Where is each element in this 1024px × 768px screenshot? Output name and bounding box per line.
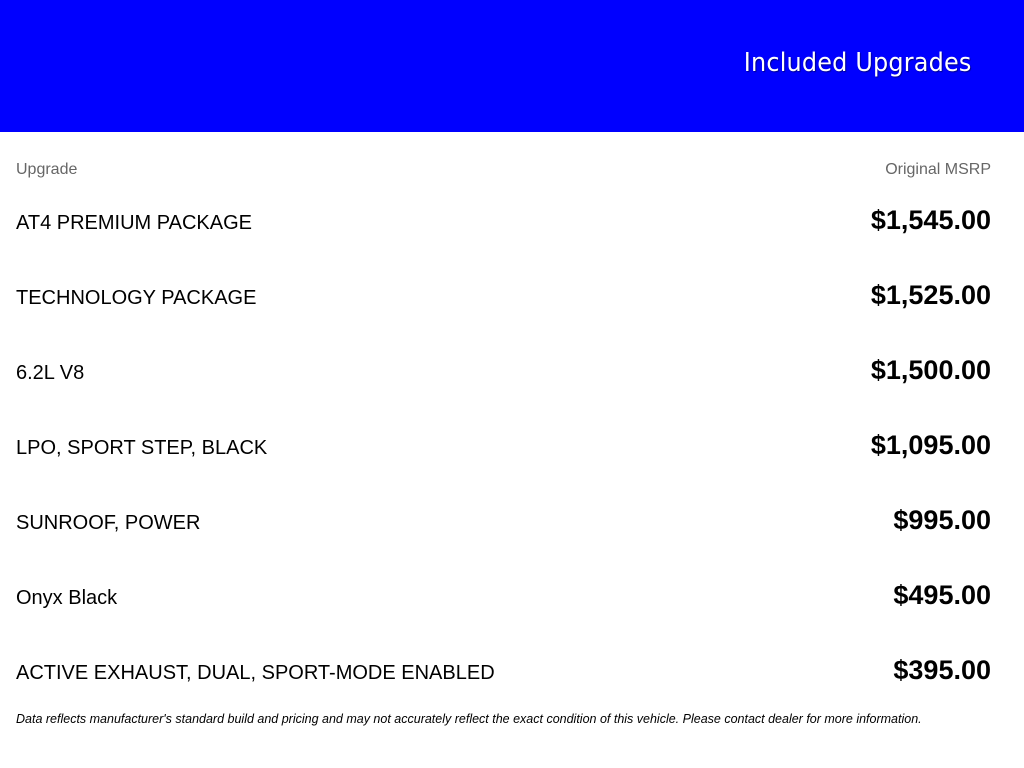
upgrade-name: SUNROOF, POWER [16,512,201,534]
list-item [0,647,1024,722]
upgrade-price: $1,545.00 [870,205,991,235]
upgrade-name: Onyx Black [16,587,118,609]
disclaimer-text: Data reflects manufacturer's standard build and pricing and may not accurately reflect the exact condition of this vehicle. Please contact dealer for more information. [16,712,922,726]
page-title: Included Upgrades [744,48,972,78]
list-item [0,272,1024,347]
list-item [0,347,1024,422]
list-item [0,422,1024,497]
column-header-upgrade: Upgrade [16,161,78,178]
upgrade-price: $995.00 [893,505,991,535]
upgrade-price: $1,525.00 [870,280,991,310]
upgrade-price: $395.00 [893,655,991,685]
header-banner [0,0,1024,132]
list-item [0,497,1024,572]
upgrade-name: AT4 PREMIUM PACKAGE [16,212,252,234]
upgrade-name: 6.2L V8 [16,362,85,384]
upgrade-price: $495.00 [893,580,991,610]
upgrade-list [0,197,1024,722]
list-item [0,197,1024,272]
upgrade-name: ACTIVE EXHAUST, DUAL, SPORT-MODE ENABLED [16,662,495,684]
column-header-msrp: Original MSRP [885,161,991,178]
upgrade-name: LPO, SPORT STEP, BLACK [16,437,268,459]
upgrade-price: $1,500.00 [870,355,991,385]
upgrade-price: $1,095.00 [870,430,991,460]
upgrade-name: TECHNOLOGY PACKAGE [16,287,257,309]
list-item [0,572,1024,647]
